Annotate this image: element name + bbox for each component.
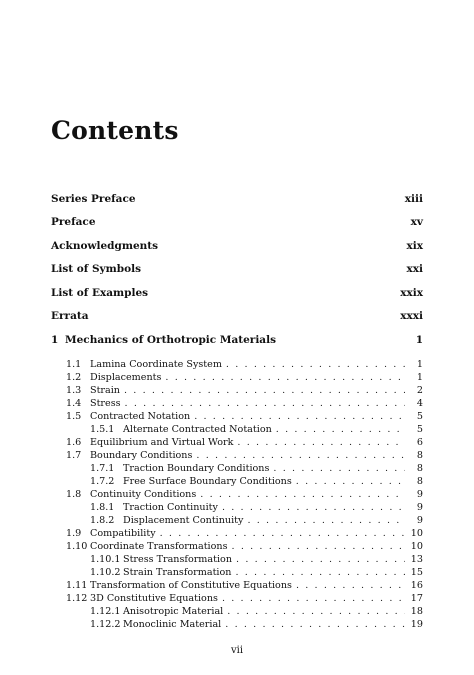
section-number: 1.5.1 (90, 424, 115, 435)
section-page: 4 (416, 398, 423, 409)
section-title: Stress (90, 398, 121, 409)
toc-section[interactable] (66, 410, 423, 423)
section-page: 10 (410, 541, 423, 552)
section-number: 1.12.1 (90, 606, 121, 617)
toc-section[interactable] (66, 436, 423, 449)
section-page: 9 (416, 502, 423, 513)
dot-leader (247, 514, 405, 527)
section-number: 1.7.1 (90, 463, 115, 474)
dot-leader (273, 462, 405, 475)
section-page: 2 (416, 385, 423, 396)
toc-entry-list-of-examples[interactable] (51, 287, 423, 299)
chapter-title-group (51, 334, 276, 346)
section-page: 1 (416, 372, 423, 383)
dot-leader (222, 501, 405, 514)
dot-leader (196, 449, 405, 462)
dot-leader (236, 553, 405, 566)
section-number: 1.9 (66, 528, 82, 539)
toc-section[interactable] (66, 579, 423, 592)
dot-leader (276, 423, 405, 436)
section-page: 17 (410, 593, 423, 604)
toc-chapter-1[interactable] (51, 334, 423, 346)
section-page: 1 (416, 359, 423, 370)
toc-subsection[interactable] (90, 514, 423, 527)
section-title: Transformation of Constitutive Equations (90, 580, 292, 591)
toc-entry-label: Errata (51, 310, 89, 322)
section-page: 13 (410, 554, 423, 565)
section-page: 9 (416, 515, 423, 526)
toc-subsection[interactable] (90, 423, 423, 436)
toc-subsection[interactable] (90, 605, 423, 618)
section-page: 10 (410, 528, 423, 539)
section-title: Stress Transformation (123, 554, 233, 565)
toc-entry-page: xv (410, 216, 423, 228)
section-title: Displacement Continuity (123, 515, 244, 526)
section-title: Monoclinic Material (123, 619, 222, 630)
toc-subsection[interactable] (90, 618, 423, 631)
toc-section[interactable] (66, 358, 423, 371)
section-page: 19 (410, 619, 423, 630)
section-page: 8 (416, 476, 423, 487)
dot-leader (165, 371, 405, 384)
section-page: 8 (416, 450, 423, 461)
section-number: 1.4 (66, 398, 82, 409)
section-number: 1.1 (66, 359, 82, 370)
dot-leader (225, 618, 405, 631)
section-number: 1.12 (66, 593, 88, 604)
section-title: Equilibrium and Virtual Work (90, 437, 234, 448)
dot-leader (296, 475, 405, 488)
page-title: Contents (51, 116, 179, 145)
section-page: 6 (416, 437, 423, 448)
toc-entry-label: Acknowledgments (51, 240, 159, 252)
section-title: Traction Boundary Conditions (123, 463, 270, 474)
toc-entry-list-of-symbols[interactable] (51, 263, 423, 275)
chapter-page: 1 (415, 334, 423, 346)
section-number: 1.10 (66, 541, 88, 552)
toc-section[interactable] (66, 384, 423, 397)
dot-leader (235, 566, 404, 579)
toc-section[interactable] (66, 488, 423, 501)
toc-subsection[interactable] (90, 553, 423, 566)
section-page: 9 (416, 489, 423, 500)
section-title: Displacements (90, 372, 162, 383)
dot-leader (125, 397, 405, 410)
section-number: 1.7 (66, 450, 82, 461)
dot-leader (194, 410, 405, 423)
section-page: 8 (416, 463, 423, 474)
section-number: 1.3 (66, 385, 82, 396)
section-title: Lamina Coordinate System (90, 359, 222, 370)
section-title: Coordinate Transformations (90, 541, 228, 552)
section-title: Boundary Conditions (90, 450, 193, 461)
toc-section[interactable] (66, 540, 423, 553)
section-page: 5 (416, 424, 423, 435)
toc-entry-label: Series Preface (51, 193, 136, 205)
section-title: Alternate Contracted Notation (123, 424, 272, 435)
toc-subsection[interactable] (90, 501, 423, 514)
section-number: 1.6 (66, 437, 82, 448)
toc-section[interactable] (66, 527, 423, 540)
section-number: 1.8 (66, 489, 82, 500)
toc-entry-page: xxix (400, 287, 423, 299)
toc-entry-page: xix (406, 240, 423, 252)
toc-subsection[interactable] (90, 566, 423, 579)
chapter-title: Mechanics of Orthotropic Materials (65, 334, 277, 346)
page-number: vii (230, 645, 244, 656)
dot-leader (124, 384, 405, 397)
section-number: 1.10.1 (90, 554, 121, 565)
section-title: Free Surface Boundary Conditions (123, 476, 292, 487)
section-title: Compatibility (90, 528, 156, 539)
section-number: 1.12.2 (90, 619, 121, 630)
toc-section[interactable] (66, 397, 423, 410)
section-number: 1.8.2 (90, 515, 115, 526)
toc-entry-series-preface[interactable] (51, 193, 423, 205)
toc-entry-acknowledgments[interactable] (51, 240, 423, 252)
dot-leader (226, 358, 405, 371)
dot-leader (227, 605, 405, 618)
toc-entry-label: List of Examples (51, 287, 149, 299)
section-page: 5 (416, 411, 423, 422)
toc-section[interactable] (66, 449, 423, 462)
toc-entry-preface[interactable] (51, 216, 423, 228)
toc-entry-page: xxxi (400, 310, 423, 322)
dot-leader (232, 540, 405, 553)
toc-entry-errata[interactable] (51, 310, 423, 322)
section-page: 15 (410, 567, 423, 578)
section-number: 1.2 (66, 372, 82, 383)
toc-entry-label: List of Symbols (51, 263, 142, 275)
toc-section[interactable] (66, 371, 423, 384)
dot-leader (222, 592, 405, 605)
section-title: Continuity Conditions (90, 489, 197, 500)
toc-entry-page: xxi (406, 263, 423, 275)
section-number: 1.11 (66, 580, 88, 591)
section-title: Strain (90, 385, 120, 396)
section-page: 16 (410, 580, 423, 591)
section-number: 1.10.2 (90, 567, 121, 578)
section-title: Traction Continuity (123, 502, 218, 513)
section-number: 1.5 (66, 411, 82, 422)
section-title: Anisotropic Material (123, 606, 224, 617)
chapter-number: 1 (51, 334, 59, 346)
dot-leader (200, 488, 405, 501)
toc-entry-label: Preface (51, 216, 96, 228)
section-title: 3D Constitutive Equations (90, 593, 218, 604)
toc-subsection[interactable] (90, 462, 423, 475)
section-number: 1.8.1 (90, 502, 115, 513)
section-page: 18 (410, 606, 423, 617)
toc-entry-page: xiii (404, 193, 423, 205)
section-title: Strain Transformation (123, 567, 232, 578)
section-number: 1.7.2 (90, 476, 115, 487)
toc-section[interactable] (66, 592, 423, 605)
dot-leader (296, 579, 405, 592)
section-title: Contracted Notation (90, 411, 191, 422)
toc-subsection[interactable] (90, 475, 423, 488)
dot-leader (160, 527, 405, 540)
dot-leader (237, 436, 405, 449)
